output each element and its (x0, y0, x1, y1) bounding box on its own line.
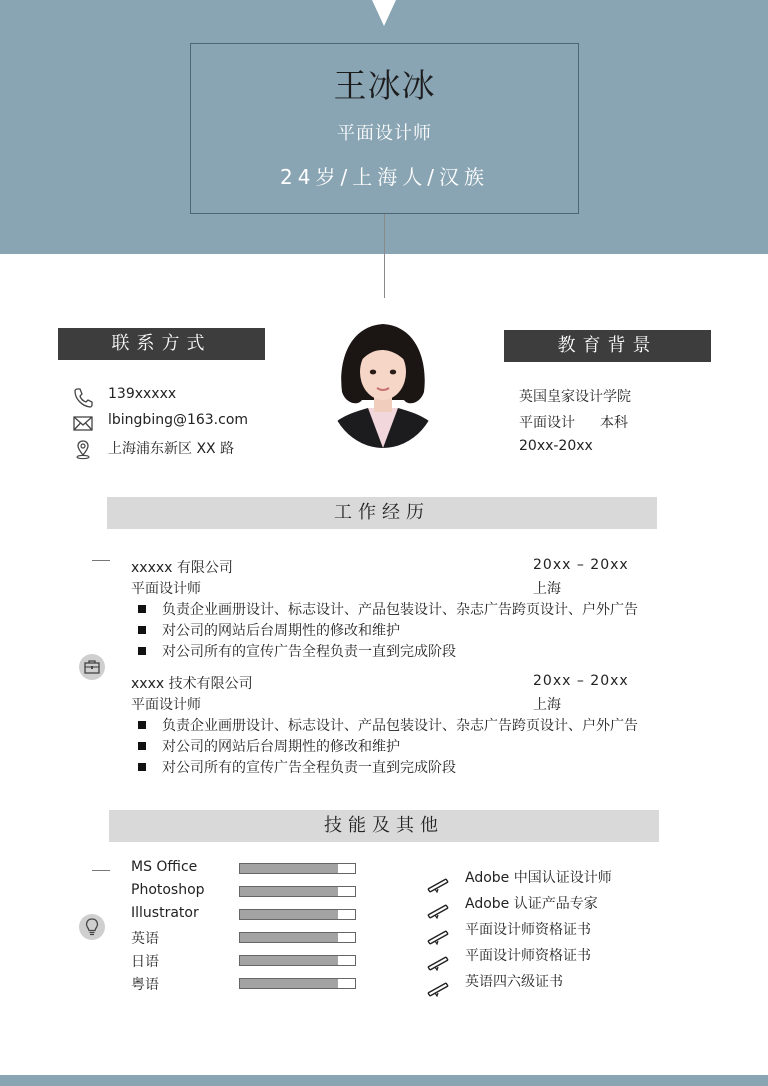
job-company: xxxx 技术有限公司 (131, 676, 253, 692)
education-major: 平面设计 (519, 415, 575, 431)
bullet-square (138, 721, 146, 729)
job-duty (138, 599, 638, 620)
diploma-icon (426, 951, 452, 971)
job-role: 平面设计师 (131, 697, 201, 713)
skill-row (131, 859, 371, 882)
certificate-text: 平面设计师资格证书 (465, 948, 591, 964)
candidate-name: 王冰冰 (333, 66, 436, 105)
skill-name: Illustrator (131, 905, 199, 921)
skill-bar-fill (240, 864, 338, 873)
job-role: 平面设计师 (131, 581, 201, 597)
personal-info: 24岁/上海人/汉族 (280, 165, 489, 189)
certificate-item (426, 867, 666, 893)
certificate-text: Adobe 认证产品专家 (465, 896, 598, 912)
bullet-square (138, 647, 146, 655)
job-duties (138, 715, 638, 778)
mail-icon (72, 412, 94, 434)
diploma-icon (426, 899, 452, 919)
job-period: 20xx – 20xx (533, 557, 629, 573)
certificate-item (426, 971, 666, 997)
education-degree: 本科 (600, 415, 628, 431)
section-dash (92, 560, 110, 561)
skill-name: 日语 (131, 954, 159, 970)
skill-row (131, 951, 371, 974)
contact-email-text: lbingbing@163.com (108, 412, 249, 428)
education-heading: 教育背景 (504, 330, 711, 362)
job-duty-text: 对公司所有的宣传广告全程负责一直到完成阶段 (162, 760, 456, 776)
bullet-square (138, 626, 146, 634)
job-duty (138, 620, 638, 641)
job-duty-text: 对公司的网站后台周期性的修改和维护 (162, 623, 400, 639)
avatar (328, 320, 438, 448)
skill-bar-fill (240, 956, 338, 965)
job-duty-text: 对公司所有的宣传广告全程负责一直到完成阶段 (162, 644, 456, 660)
skills-icon-badge (79, 914, 105, 940)
skill-bar (239, 863, 356, 874)
skill-name: 粤语 (131, 977, 159, 993)
diploma-icon (426, 977, 452, 997)
job-city: 上海 (533, 697, 561, 713)
education-period: 20xx-20xx (519, 438, 593, 454)
job-duty-text: 对公司的网站后台周期性的修改和维护 (162, 739, 400, 755)
diploma-icon (426, 925, 452, 945)
skill-bar (239, 932, 356, 943)
connector-line (384, 214, 385, 298)
contact-address-text: 上海浦东新区 XX 路 (108, 441, 235, 457)
footer-band (0, 1075, 768, 1086)
skill-name: MS Office (131, 859, 198, 875)
skill-bar-fill (240, 910, 338, 919)
skills-heading: 技能及其他 (109, 810, 659, 842)
lightbulb-icon (79, 914, 105, 940)
job-city: 上海 (533, 581, 561, 597)
contact-phone (70, 384, 290, 410)
work-heading: 工作经历 (107, 497, 657, 529)
skill-bar (239, 955, 356, 966)
contact-address (70, 436, 290, 462)
contact-email (70, 410, 290, 436)
skill-bar (239, 909, 356, 920)
job-title: 平面设计师 (337, 123, 432, 144)
bullet-square (138, 742, 146, 750)
certificate-item (426, 893, 666, 919)
job-duties (138, 599, 638, 662)
job-duty-text: 负责企业画册设计、标志设计、产品包装设计、杂志广告跨页设计、户外广告 (162, 602, 638, 618)
certificate-item (426, 919, 666, 945)
contact-heading: 联系方式 (58, 328, 265, 360)
education-school: 英国皇家设计学院 (519, 389, 631, 405)
skill-bar-fill (240, 887, 338, 896)
bullet-square (138, 763, 146, 771)
skill-bar-fill (240, 979, 338, 988)
job-duty (138, 641, 638, 662)
job-company: xxxxx 有限公司 (131, 560, 233, 576)
name-box (190, 43, 579, 214)
job-period: 20xx – 20xx (533, 673, 629, 689)
diploma-icon (426, 873, 452, 893)
skill-bar (239, 978, 356, 989)
header-notch (372, 0, 396, 26)
contact-phone-text: 139xxxxx (108, 386, 177, 402)
skill-name: 英语 (131, 931, 159, 947)
work-icon-badge (79, 654, 105, 680)
bullet-square (138, 605, 146, 613)
location-pin-icon (72, 438, 94, 460)
skill-name: Photoshop (131, 882, 205, 898)
section-dash (92, 870, 110, 871)
certificate-text: 英语四六级证书 (465, 974, 563, 990)
certificate-text: Adobe 中国认证设计师 (465, 870, 612, 886)
skill-row (131, 928, 371, 951)
certificate-item (426, 945, 666, 971)
skill-bar (239, 886, 356, 897)
phone-icon (72, 386, 94, 408)
skill-row (131, 905, 371, 928)
job-duty-text: 负责企业画册设计、标志设计、产品包装设计、杂志广告跨页设计、户外广告 (162, 718, 638, 734)
certificate-text: 平面设计师资格证书 (465, 922, 591, 938)
job-duty (138, 715, 638, 736)
job-duty (138, 736, 638, 757)
skill-bar-fill (240, 933, 338, 942)
skill-row (131, 974, 371, 997)
briefcase-icon (79, 654, 105, 680)
job-duty (138, 757, 638, 778)
skill-row (131, 882, 371, 905)
